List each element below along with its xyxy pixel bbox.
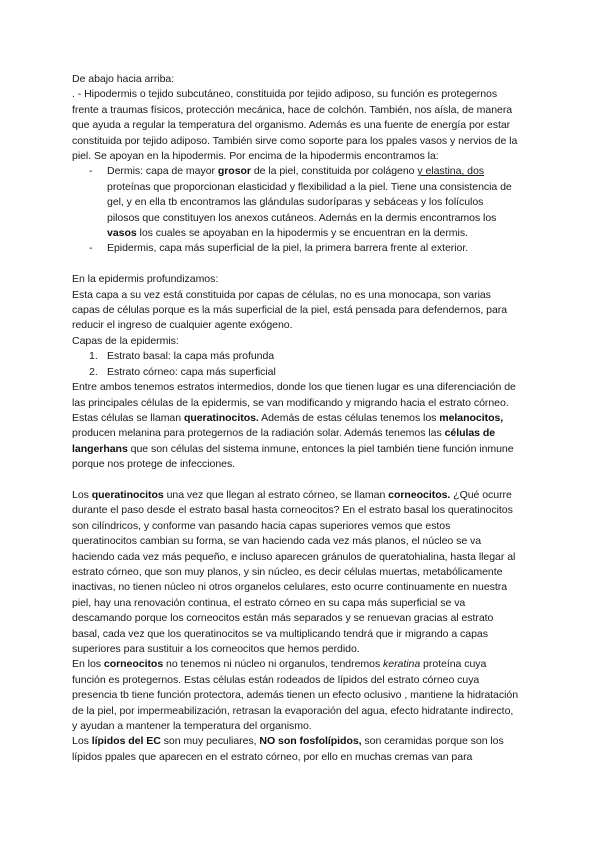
intro-heading: De abajo hacia arriba: [72,73,175,85]
bold-queratinocitos: queratinocitos [91,488,164,501]
list-marker: - [89,242,93,255]
layer-item [72,349,518,364]
layer-text: Estrato basal: la capa más profunda [107,350,275,363]
corneocitos-paragraph: En los corneocitos no tenemos ni núcleo ni organulos, tendremos keratina proteína cuya función es protegernos. Estas células están rodeados de lípidos del estrato córneo cuya presencia tb tiene función protectora, además tienen un efecto oclusivo , mantiene la hidratación de la piel, por impermeabilización, retrasan la evaporación del agua, efecto hidratante indirecto, y ayudan a mantener la temperatura del organismo. [72,658,519,733]
italic-keratina: keratina [383,658,421,671]
intermediate-paragraph: Entre ambos tenemos estratos intermedios, donde los que tienen lugar es una diferenciación de las principales células de la epidermis, se van modificando y migrando hacia el estrato córneo. Estas células se llaman queratinocitos. Además de estas células tenemos los melanocitos, producen melanina para protegernos de la radiación solar. Además tenemos las células de langerhans que son células del sistema inmune, entonces la piel también tiene función inmune porque nos protege de infecciones. [72,381,516,471]
list-number: 1. [89,350,98,363]
blank-line [72,473,518,488]
queratinocitos-paragraph: Los queratinocitos una vez que llegan al estrato córneo, se llaman corneocitos. ¿Qué ocurre durante el paso desde el estrato basal hasta corneocitos? En el estrato basal los queratinocitos son cilíndricos, y conforme van pasando hacia capas superiores vemos que estos queratinocitos cambian su forma, se van haciendo cada vez más planos, el núcleo se va haciendo cada vez más pequeño, e incluso aparecen gránulos de queratohialina, hasta llegar al estrato córneo, que son muy planos, y sin núcleo, es decir células muertas, metabólicamente inactivas, no tienen núcleo ni otros organelos celulares, esto ocurre continuamente en nuestra piel, hay una renovación continua, el estrato córneo en su capa más superficial se va descamando porque los corneocitos están más separados y se renuevan gracias al estrato basal, cada vez que los queratinocitos se va multiplicando tendrá que ir migrando a capas superiores para sustituir a los corneocitos que hemos perdido. [72,488,516,655]
list-number: 2. [89,365,98,378]
bold-no-fosfolipidos: NO son fosfolípidos, [259,735,362,748]
bold-corneocitos: corneocitos. [388,488,451,501]
dermis-list-item [72,164,518,241]
list-marker: - [89,165,93,178]
lipidos-paragraph: Los lípidos del EC son muy peculiares, NO son fosfolípidos, son ceramidas porque son los lípidos ppales que aparecen en el estrato córneo, por ello en muchas cremas van para [72,735,504,763]
hipodermis-paragraph: . - Hipodermis o tejido subcutáneo, constituida por tejido adiposo, su función es protegernos frente a traumas físicos, protección mecánica, hace de colchón. También, nos aísla, de manera que ayuda a regular la temperatura del organismo. Además es una fuente de energía por estar constituida por tejido adiposo. También sirve como soporte para los ppales vasos y nervios de la piel. Se apoyan en la hipodermis. Por encima de la hipodermis encontramos la: [72,88,518,163]
epidermis-text: Epidermis, capa más superficial de la piel, la primera barrera frente al exterior. [107,242,469,255]
epidermis-heading: En la epidermis profundizamos: [72,273,219,286]
layers-heading: Capas de la epidermis: [72,334,179,347]
layer-text: Estrato córneo: capa más superficial [107,365,276,378]
bold-melanocitos: melanocitos, [439,411,504,424]
bold-lipidos: lípidos del EC [91,735,161,748]
epidermis-list-item [72,241,518,256]
bold-grosor: grosor [217,165,251,178]
blank-line [72,257,518,272]
bold-langerhans: células de langerhans [72,427,496,455]
dermis-text: Dermis: capa de mayor grosor de la piel, constituida por colágeno y elastina, dos proteínas que proporcionan elasticidad y flexibilidad a la piel. Tiene una consistencia de gel, y en ella tb encontramos las glándulas sudoríparas y sebáceas y los folículos pilosos que constituyen los anexos cutáneos. Además en la dermis encontramos los vasos los cuales se apoyaban en la hipodermis y se encuentran en la dermis. [107,165,512,240]
layer-item [72,365,518,380]
bold-corneocitos: corneocitos [103,658,164,671]
underlined-elastina: y elastina, dos [417,165,485,178]
bold-queratinocitos: queratinocitos. [183,411,259,424]
epidermis-paragraph: Esta capa a su vez está constituida por capas de células, no es una monocapa, son varias capas de células porque es la más superficial de la piel, está pensada para defendernos, para reducir el ingreso de cualquier agente exógeno. [72,288,508,332]
bold-vasos: vasos [107,227,137,240]
